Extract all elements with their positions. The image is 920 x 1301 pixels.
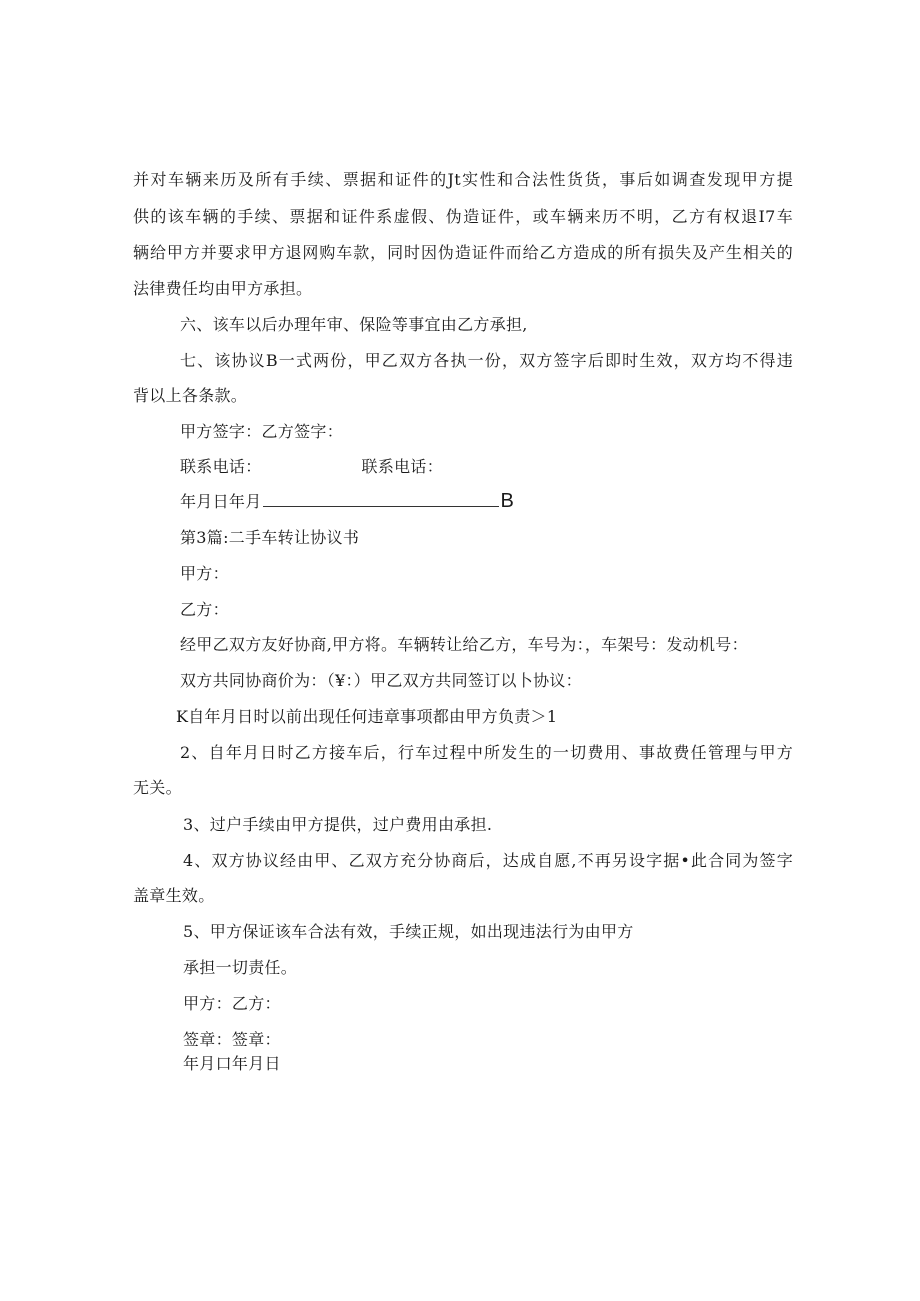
- clause5-line3: 辆给甲方并要求甲方退网购车款，同时因伪造证件而给乙方造成的所有损失及产生相关的: [133, 243, 793, 262]
- signature-line: 甲方签字：乙方签字：: [180, 422, 344, 441]
- date-line: [180, 491, 514, 512]
- date-label: 年月日年月: [180, 492, 262, 511]
- date-mark: B: [500, 490, 515, 512]
- clause2-line1: 2、自年月日时乙方接车后，行车过程中所发生的一切费用、事故费任管理与甲方: [180, 743, 793, 762]
- party-b: 乙方：: [180, 600, 229, 619]
- party-a: 甲方：: [180, 564, 229, 583]
- clause5-line2: 供的该车辆的手续、票据和证件系虚假、伪造证件，或车辆来历不明，乙方有权退I7车: [133, 207, 793, 226]
- clause3-line: 3、过户手续由甲方提供，过户费用由承担.: [183, 815, 493, 834]
- date-blank: [263, 491, 499, 507]
- clause2-line2: 无关。: [133, 778, 182, 797]
- clause7-line1: 七、该协议B一式两份，甲乙双方各执一份，双方签字后即时生效，双方均不得违: [180, 351, 793, 370]
- phone-label-a: 联系电话：: [180, 457, 262, 476]
- sign-parties-line: 甲方：乙方：: [183, 994, 281, 1013]
- clause4-line2: 盖章生效。: [133, 886, 215, 905]
- price-line: 双方共同协商价为：（¥：）甲乙双方共同签订以卜协议：: [180, 671, 582, 690]
- clause5-line2-s3: 承担一切责任。: [183, 958, 298, 977]
- clause5-line4: 法律费任均由甲方承担。: [133, 279, 313, 298]
- clause4-line1: 4、双方协议经由甲、乙双方充分协商后，达成自愿,不再另设字据•此合同为签字: [183, 851, 793, 870]
- clause1-line: K自年月日时以前出现任何违章事项都由甲方负责＞1: [176, 707, 558, 726]
- clause5-line1: 并对车辆来历及所有手续、票据和证件的Jt实性和合法性货货，事后如调查发现甲方提: [133, 170, 793, 189]
- phone-line: [180, 457, 443, 477]
- clause6: 六、该车以后办理年审、保险等事宜由乙方承担,: [180, 315, 528, 334]
- section3-title: 第3篇:二手车转让协议书: [180, 528, 360, 547]
- final-date-line: 年月口年月日: [183, 1054, 281, 1073]
- intro-line: 经甲乙双方友好协商,甲方将。车辆转让给乙方，车号为：，车架号：发动机号：: [180, 635, 748, 654]
- phone-label-b: 联系电话：: [361, 457, 444, 476]
- clause7-line2: 背以上各条款。: [133, 386, 248, 405]
- clause5-line1-s3: 5、甲方保证该车合法有效，手续正规，如出现违法行为由甲方: [183, 922, 634, 941]
- seal-line: 签章：签章：: [183, 1030, 281, 1049]
